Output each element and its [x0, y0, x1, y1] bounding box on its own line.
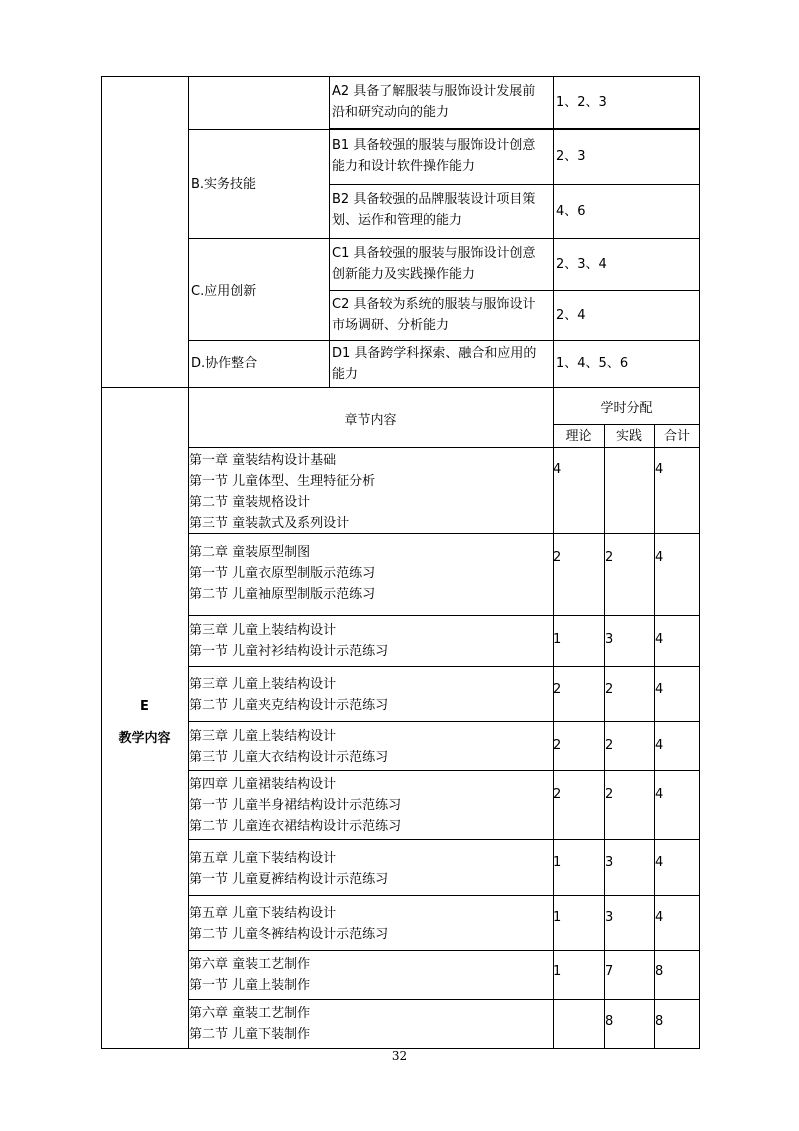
- theory-hours: 1: [553, 910, 562, 925]
- practice-hours: 3: [605, 632, 614, 647]
- theory-hours: 2: [553, 550, 562, 565]
- theory-hours: 1: [553, 855, 562, 870]
- theory-hours: 2: [553, 787, 562, 802]
- total-hours: 4: [655, 550, 664, 565]
- row-divider: [188, 895, 700, 896]
- practice-hours: 2: [605, 787, 614, 802]
- row-divider: [329, 290, 700, 291]
- section-title: 教学内容: [118, 731, 171, 746]
- row-divider: [188, 721, 700, 722]
- table-border-top: [101, 76, 700, 77]
- chapter-content: 第四章 儿童裙装结构设计 第一节 儿童半身裙结构设计示范练习 第二节 儿童连衣裙结构设计示范练习: [189, 777, 402, 834]
- goal-item: C1 具备较强的服装与服饰设计创意 创新能力及实践操作能力: [332, 246, 536, 282]
- chapter-content: 第一章 童装结构设计基础 第一节 儿童体型、生理特征分析 第二节 童装规格设计 第三节 童装款式及系列设计: [189, 453, 376, 531]
- chapter-content: 第二章 童装原型制图 第一节 儿童衣原型制版示范练习 第二节 儿童袖原型制版示范练习: [189, 545, 376, 602]
- practice-hours: 2: [605, 550, 614, 565]
- chapter-content: 第三章 儿童上装结构设计 第二节 儿童夹克结构设计示范练习: [189, 677, 389, 713]
- row-divider: [188, 447, 700, 448]
- goal-support: 2、3: [556, 149, 586, 164]
- chapter-content: 第三章 儿童上装结构设计 第一节 儿童衬衫结构设计示范练习: [189, 623, 389, 659]
- row-divider: [188, 999, 700, 1000]
- page-number: 32: [391, 1049, 408, 1063]
- row-divider: [188, 666, 700, 667]
- row-divider: [188, 238, 700, 239]
- practice-hours: 7: [605, 964, 614, 979]
- goal-category: C.应用创新: [191, 284, 257, 299]
- theory-hours: 1: [553, 632, 562, 647]
- row-divider: [188, 950, 700, 951]
- chapter-content: 第五章 儿童下装结构设计 第二节 儿童冬裤结构设计示范练习: [189, 906, 389, 942]
- row-divider: [553, 424, 700, 425]
- goal-support: 1、4、5、6: [556, 356, 629, 371]
- total-hours: 4: [655, 462, 664, 477]
- practice-hours: 3: [605, 855, 614, 870]
- chapter-content: 第六章 童装工艺制作 第一节 儿童上装制作: [189, 957, 311, 993]
- table-border-right: [699, 76, 700, 1049]
- header-chapter-content: 章节内容: [344, 413, 397, 428]
- practice-hours: 8: [605, 1014, 614, 1029]
- total-hours: 4: [655, 787, 664, 802]
- goal-support: 2、3、4: [556, 257, 607, 272]
- total-hours: 8: [655, 1014, 664, 1029]
- table-border-left: [101, 76, 102, 1049]
- section-letter: E: [140, 699, 149, 714]
- goal-item: B2 具备较强的品牌服装设计项目策 划、运作和管理的能力: [332, 192, 536, 228]
- row-divider: [101, 387, 700, 388]
- goal-item: D1 具备跨学科探索、融合和应用的 能力: [332, 346, 537, 382]
- header-total: 合计: [663, 429, 690, 444]
- theory-hours: 4: [553, 462, 562, 477]
- practice-hours: 2: [605, 682, 614, 697]
- row-divider: [188, 770, 700, 771]
- total-hours: 4: [655, 738, 664, 753]
- goal-category: D.协作整合: [191, 356, 258, 371]
- total-hours: 4: [655, 855, 664, 870]
- theory-hours: 1: [553, 964, 562, 979]
- chapter-content: 第六章 童装工艺制作 第二节 儿童下装制作: [189, 1006, 311, 1042]
- goal-support: 2、4: [556, 308, 586, 323]
- chapter-content: 第三章 儿童上装结构设计 第三节 儿童大衣结构设计示范练习: [189, 729, 389, 765]
- goal-item: B1 具备较强的服装与服饰设计创意 能力和设计软件操作能力: [332, 138, 536, 174]
- header-theory: 理论: [565, 429, 592, 444]
- row-divider: [188, 129, 700, 130]
- theory-hours: 2: [553, 738, 562, 753]
- practice-hours: 3: [605, 910, 614, 925]
- row-divider: [188, 340, 700, 341]
- theory-hours: 2: [553, 682, 562, 697]
- chapter-content: 第五章 儿童下装结构设计 第一节 儿童夏裤结构设计示范练习: [189, 851, 389, 887]
- goal-category: B.实务技能: [191, 177, 257, 192]
- total-hours: 8: [655, 964, 664, 979]
- header-practice: 实践: [615, 429, 642, 444]
- row-divider: [188, 839, 700, 840]
- header-hours: 学时分配: [600, 401, 653, 416]
- total-hours: 4: [655, 632, 664, 647]
- goal-item: A2 具备了解服装与服饰设计发展前 沿和研究动向的能力: [332, 84, 536, 120]
- goal-item: C2 具备较为系统的服装与服饰设计 市场调研、分析能力: [332, 297, 536, 333]
- goal-support: 1、2、3: [556, 95, 607, 110]
- total-hours: 4: [655, 682, 664, 697]
- row-divider: [188, 615, 700, 616]
- total-hours: 4: [655, 910, 664, 925]
- goal-support: 4、6: [556, 204, 586, 219]
- row-divider: [329, 184, 700, 185]
- practice-hours: 2: [605, 738, 614, 753]
